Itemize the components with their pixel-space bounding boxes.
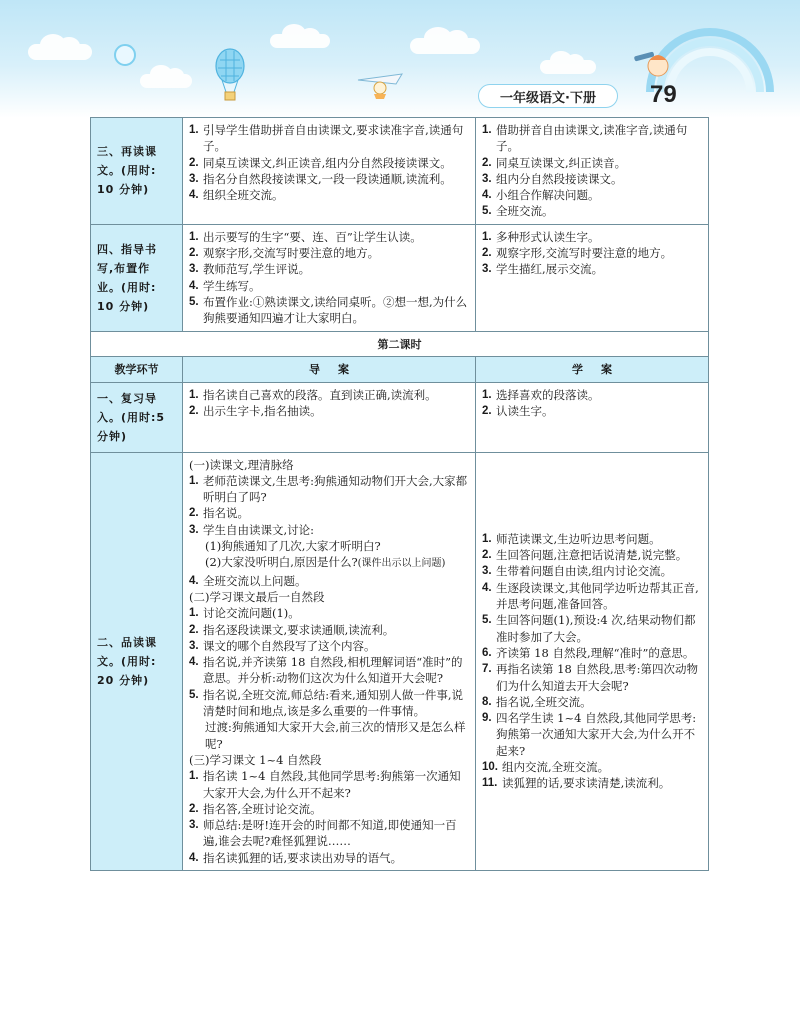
item-text: 学生描红,展示交流。 — [496, 262, 604, 277]
item-text: 组织全班交流。 — [203, 188, 284, 203]
item-text: 组内分自然段接读课文。 — [496, 171, 623, 186]
list-item — [189, 294, 469, 327]
list-item — [482, 563, 702, 579]
list-item — [189, 817, 469, 850]
list-item — [482, 403, 702, 419]
cloud-decoration — [28, 44, 92, 60]
sub-item-note: (课件出示以上问题) — [357, 558, 446, 570]
item-text: 全班交流以上问题。 — [203, 573, 307, 588]
item-text: 同桌互读课文,纠正读音。 — [496, 155, 627, 170]
stage-cell — [91, 452, 183, 870]
item-number: 5. — [482, 614, 492, 627]
item-number: 2. — [482, 156, 492, 169]
item-text: 生逐段读课文,其他同学边听边帮其正音,并思考问题,准备回答。 — [496, 580, 699, 612]
item-text: 课文的哪个自然段写了这个内容。 — [203, 638, 376, 653]
list-item — [482, 261, 702, 277]
item-text: 认读生字。 — [496, 403, 554, 418]
list-item — [482, 710, 702, 759]
item-number: 5. — [189, 295, 199, 308]
list-item — [189, 403, 469, 419]
item-number: 8. — [482, 695, 492, 708]
item-text: 指名读自己喜欢的段落。直到读正确,读流利。 — [203, 387, 437, 402]
stage-line: 20 分钟) — [97, 673, 150, 687]
item-number: 4. — [189, 279, 199, 292]
item-number: 1. — [482, 532, 492, 545]
item-text: 出示生字卡,指名抽读。 — [203, 403, 322, 418]
guide-cell — [183, 382, 476, 452]
item-number: 9. — [482, 712, 492, 725]
list-item — [482, 187, 702, 203]
item-text: 观察字形,交流写时要注意的地方。 — [496, 246, 673, 261]
list-item — [189, 505, 469, 521]
section-heading: (三)学习课文 1~4 自然段 — [189, 752, 322, 767]
list-item — [189, 155, 469, 171]
list-item — [189, 622, 469, 638]
item-text: 选择喜欢的段落读。 — [496, 387, 600, 402]
item-number: 4. — [482, 189, 492, 202]
list-item — [482, 775, 702, 791]
learn-cell — [476, 118, 709, 225]
table-row — [91, 382, 709, 452]
list-item — [189, 122, 469, 155]
list-item — [482, 612, 702, 645]
list-item — [189, 850, 469, 866]
learn-cell — [476, 224, 709, 331]
item-text: 指名说,全班交流,师总结:看来,通知别人做一件事,说清楚时间和地点,该是多么重要的一件事情。 — [203, 687, 463, 719]
list-item — [482, 229, 702, 245]
item-number: 1. — [482, 230, 492, 243]
list-item — [482, 694, 702, 710]
list-item — [482, 245, 702, 261]
list-item — [189, 801, 469, 817]
item-text: 师总结:是呀!连开会的时间都不知道,即使通知一百遍,谁会去呢?难怪狐狸说…… — [203, 818, 457, 849]
table-row — [91, 452, 709, 870]
item-text: 生带着问题自由读,组内讨论交流。 — [496, 564, 673, 579]
stage-line: 文。(用时: — [97, 164, 157, 178]
item-number: 1. — [189, 607, 199, 620]
section-heading: (二)学习课文最后一自然段 — [189, 589, 325, 604]
item-text: 多种形式认读生字。 — [496, 229, 600, 244]
list-item — [189, 687, 469, 720]
list-item — [482, 122, 702, 155]
stage-line: 写,布置作 — [97, 261, 151, 275]
stage-line: 文。(用时: — [97, 654, 157, 668]
list-item — [189, 278, 469, 294]
item-number: 2. — [482, 247, 492, 260]
learn-cell — [476, 382, 709, 452]
stage-line: 10 分钟) — [97, 299, 150, 313]
second-lesson-title: 第二课时 — [91, 331, 709, 356]
item-text: 学生练写。 — [203, 278, 261, 293]
item-text: 生回答问题,注意把话说清楚,说完整。 — [496, 548, 688, 563]
table-row — [91, 224, 709, 331]
item-text: 再指名读第 18 自然段,思考:第四次动物们为什么知道去开大会呢? — [496, 662, 698, 693]
list-item — [482, 203, 702, 219]
list-item — [189, 245, 469, 261]
list-item — [482, 155, 702, 171]
hot-air-balloon-icon — [214, 48, 246, 104]
table-row — [91, 118, 709, 225]
list-item — [189, 261, 469, 277]
item-number: 4. — [482, 581, 492, 594]
item-text: 出示要写的生字“要、连、百”让学生认读。 — [203, 229, 422, 244]
item-number: 1. — [189, 474, 199, 487]
item-number: 2. — [189, 507, 199, 520]
stage-line: 入。(用时:5 — [97, 410, 166, 424]
stage-line: 四、指导书 — [97, 242, 157, 256]
guide-cell — [183, 452, 476, 870]
stage-line: 三、再读课 — [97, 145, 157, 159]
list-item — [482, 547, 702, 563]
item-number: 3. — [189, 639, 199, 652]
item-number: 4. — [189, 656, 199, 669]
item-text: 指名答,全班讨论交流。 — [203, 801, 322, 816]
list-item — [482, 645, 702, 661]
item-number: 5. — [482, 205, 492, 218]
item-text: 读狐狸的话,要求读清楚,读流利。 — [502, 776, 671, 791]
learn-cell — [476, 452, 709, 870]
item-text: 引导学生借助拼音自由读课文,要求读准字音,读通句子。 — [203, 123, 464, 154]
item-number: 11. — [482, 777, 498, 790]
item-number: 3. — [189, 819, 199, 832]
item-number: 2. — [189, 156, 199, 169]
stage-line: 业。(用时: — [97, 280, 157, 294]
cloud-decoration — [410, 38, 480, 54]
stage-line: 分钟) — [97, 429, 128, 443]
item-number: 2. — [482, 404, 492, 417]
item-text: 教师范写,学生评说。 — [203, 262, 311, 277]
header-guide: 导案 — [183, 356, 476, 382]
stage-line: 10 分钟) — [97, 183, 150, 197]
item-text: 指名说,全班交流。 — [496, 694, 592, 709]
stage-cell — [91, 382, 183, 452]
item-number: 3. — [189, 263, 199, 276]
list-item — [189, 768, 469, 801]
list-item — [189, 522, 469, 538]
item-text: 指名读狐狸的话,要求读出劝导的语气。 — [203, 850, 403, 865]
cloud-decoration — [540, 60, 596, 74]
item-number: 7. — [482, 663, 492, 676]
list-item — [189, 473, 469, 506]
item-number: 6. — [482, 646, 492, 659]
sub-item: (2)大家没听明白,原因是什么?(课件出示以上问题) — [205, 555, 446, 570]
stage-line: 一、复习导 — [97, 391, 157, 405]
list-item — [189, 229, 469, 245]
guide-cell — [183, 224, 476, 331]
glider-kid-icon — [356, 70, 404, 100]
item-text: 生回答问题(1),预设:4 次,结果动物们都准时参加了大会。 — [496, 613, 696, 644]
item-text: 同桌互读课文,纠正读音,组内分自然段接读课文。 — [203, 155, 452, 170]
item-text: 指名分自然段接读课文,一段一段读通顺,读流利。 — [203, 171, 452, 186]
list-item — [482, 531, 702, 547]
item-number: 10. — [482, 761, 498, 774]
item-number: 5. — [189, 688, 199, 701]
item-number: 1. — [482, 388, 492, 401]
item-text: 讨论交流问题(1)。 — [203, 606, 300, 621]
item-number: 4. — [189, 189, 199, 202]
sun-icon — [114, 44, 136, 66]
item-number: 2. — [189, 404, 199, 417]
item-number: 2. — [189, 247, 199, 260]
page-number: 79 — [650, 81, 677, 108]
book-title: 一年级语文·下册 — [478, 84, 618, 108]
lesson-divider-row — [91, 331, 709, 356]
stage-cell — [91, 118, 183, 225]
list-item — [482, 171, 702, 187]
cloud-decoration — [270, 34, 330, 48]
item-number: 3. — [482, 172, 492, 185]
sub-item: 过渡:狗熊通知大家开大会,前三次的情形又是怎么样呢? — [205, 720, 466, 751]
sub-item: (1)狗熊通知了几次,大家才听明白? — [205, 539, 381, 554]
list-item — [189, 171, 469, 187]
stage-cell — [91, 224, 183, 331]
lesson-plan-table — [90, 117, 709, 871]
section-heading: (一)读课文,理清脉络 — [189, 457, 294, 472]
item-text: 指名说。 — [203, 506, 249, 521]
guide-cell — [183, 118, 476, 225]
list-item — [189, 605, 469, 621]
header-stage: 教学环节 — [91, 356, 183, 382]
item-number: 1. — [189, 124, 199, 136]
item-number: 1. — [189, 770, 199, 783]
item-number: 4. — [189, 574, 199, 587]
item-number: 2. — [482, 549, 492, 562]
stage-line: 二、品读课 — [97, 635, 157, 649]
item-text: 布置作业:①熟读课文,读给同桌听。②想一想,为什么狗熊要通知四遍才让大家明白。 — [203, 294, 468, 326]
item-text: 四名学生读 1~4 自然段,其他同学思考:狗熊第一次通知大家开大会,为什么开不起来? — [496, 711, 697, 758]
item-number: 2. — [189, 623, 199, 636]
item-text: 学生自由读课文,讨论: — [203, 522, 315, 537]
item-text: 小组合作解决问题。 — [496, 188, 600, 203]
item-number: 1. — [189, 388, 199, 401]
item-text: 借助拼音自由读课文,读准字音,读通句子。 — [496, 123, 688, 154]
list-item — [482, 580, 702, 613]
header-learn: 学案 — [476, 356, 709, 382]
item-number: 3. — [189, 523, 199, 536]
item-text: 组内交流,全班交流。 — [502, 760, 610, 775]
page-header — [0, 0, 800, 118]
item-text: 指名读 1~4 自然段,其他同学思考:狗熊第一次通知大家开大会,为什么开不起来? — [203, 769, 461, 800]
item-number: 3. — [482, 565, 492, 578]
item-text: 观察字形,交流写时要注意的地方。 — [203, 246, 380, 261]
item-number: 3. — [482, 263, 492, 276]
item-number: 4. — [189, 851, 199, 864]
list-item — [482, 661, 702, 694]
item-text: 师范读课文,生边听边思考问题。 — [496, 531, 661, 546]
item-number: 3. — [189, 172, 199, 185]
list-item — [189, 387, 469, 403]
item-text: 齐读第 18 自然段,理解“准时”的意思。 — [496, 645, 695, 660]
item-number: 2. — [189, 802, 199, 815]
item-text: 指名逐段读课文,要求读通顺,读流利。 — [203, 622, 395, 637]
item-number: 1. — [482, 124, 492, 136]
item-text: 指名说,并齐读第 18 自然段,相机理解词语“准时”的意思。并分析:动物们这次为什么知道开大会呢? — [203, 655, 463, 686]
list-item — [189, 187, 469, 203]
list-item — [189, 573, 469, 589]
column-header-row — [91, 356, 709, 382]
list-item — [189, 654, 469, 687]
item-number: 1. — [189, 230, 199, 243]
item-text: 全班交流。 — [496, 204, 554, 219]
list-item — [482, 759, 702, 775]
cloud-decoration — [140, 74, 192, 88]
list-item — [482, 387, 702, 403]
list-item — [189, 638, 469, 654]
item-text: 老师范读课文,生思考:狗熊通知动物们开大会,大家都听明白了吗? — [203, 473, 468, 505]
